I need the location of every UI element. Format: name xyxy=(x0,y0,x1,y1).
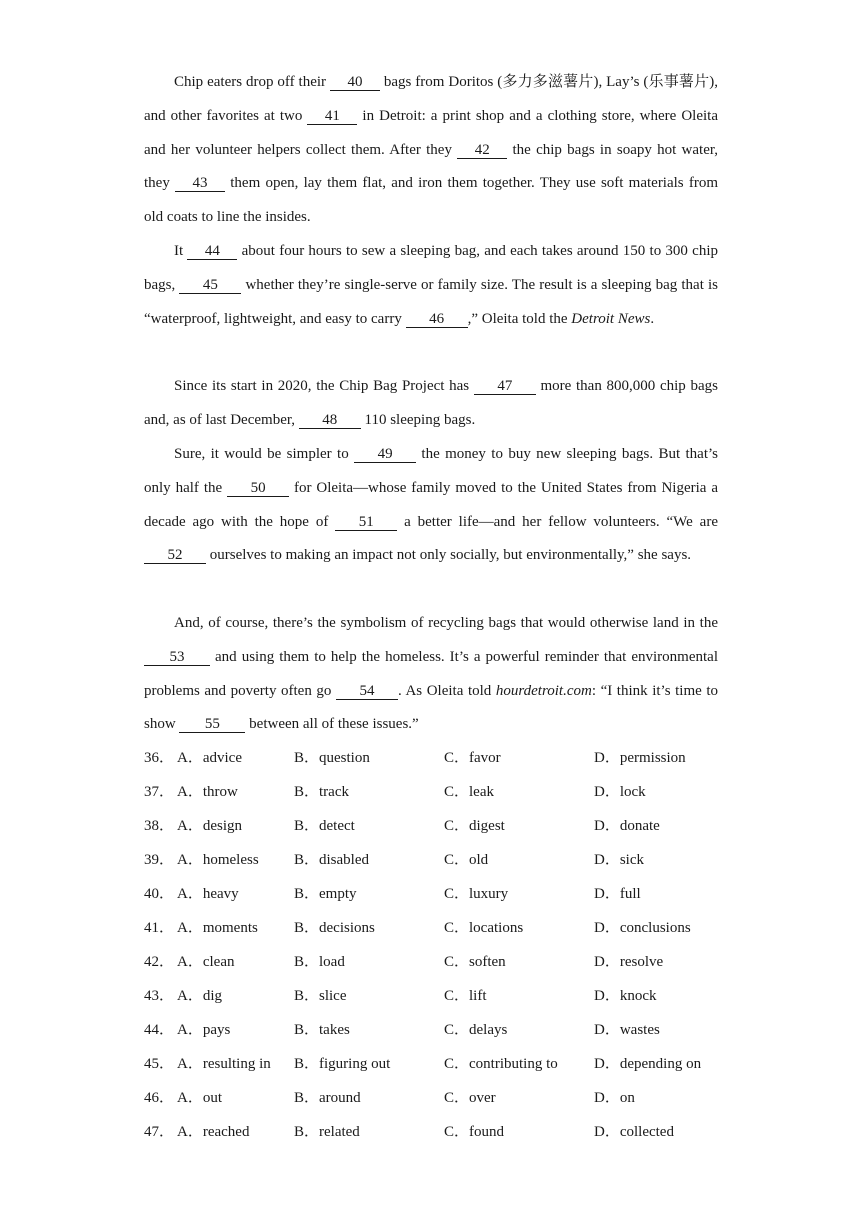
option-b: B．related xyxy=(294,1124,360,1140)
passage-text: ,” Oleita told the xyxy=(467,310,572,327)
option-b: B．figuring out xyxy=(294,1056,391,1072)
option-a: A．heavy xyxy=(177,886,239,902)
passage-paragraph-4 xyxy=(144,438,718,573)
option-d: D．full xyxy=(594,886,641,902)
passage-paragraph-2 xyxy=(144,235,718,336)
blank-48: 48 xyxy=(299,412,361,429)
option-d: D．knock xyxy=(594,988,657,1004)
passage-text: Since its start in 2020, the Chip Bag Project has xyxy=(174,378,474,394)
question-40-options xyxy=(144,877,744,911)
passage-text: them open, lay them flat, and iron them together. They use soft materials from old coats to line the insides. xyxy=(144,175,719,226)
question-number: 37． xyxy=(144,784,175,800)
question-43-options xyxy=(144,979,744,1013)
option-d: D．wastes xyxy=(594,1022,660,1038)
option-c: C．digest xyxy=(444,818,505,834)
option-a: A．pays xyxy=(177,1022,231,1038)
blank-45: 45 xyxy=(179,277,241,294)
option-a: A．reached xyxy=(177,1124,250,1140)
option-a: A．dig xyxy=(177,988,223,1004)
blank-44: 44 xyxy=(187,243,237,260)
option-b: B．slice xyxy=(294,988,347,1004)
question-number: 43． xyxy=(144,988,175,1004)
blank-51: 51 xyxy=(335,514,397,531)
option-b: B．decisions xyxy=(294,920,375,936)
blank-55: 55 xyxy=(179,716,245,733)
passage-text: between all of these issues.” xyxy=(245,716,419,733)
blank-41: 41 xyxy=(307,108,357,125)
blank-43: 43 xyxy=(175,175,225,192)
question-36-options xyxy=(144,741,744,775)
question-44-options xyxy=(144,1013,744,1047)
option-d: D．depending on xyxy=(594,1056,702,1072)
option-b: B．around xyxy=(294,1090,361,1106)
passage-text: whether they’re single-serve or family size. The result is a sleeping bag that is “waterproof, lightweight, and easy to carry xyxy=(144,276,718,327)
option-b: B．track xyxy=(294,784,349,800)
option-c: C．locations xyxy=(444,920,524,936)
passage-text: . xyxy=(650,310,655,327)
question-number: 45． xyxy=(144,1056,175,1072)
option-c: C．leak xyxy=(444,784,494,800)
option-b: B．takes xyxy=(294,1022,350,1038)
question-number: 42． xyxy=(144,954,175,970)
option-c: C．old xyxy=(444,852,489,868)
source-name: hourdetroit.com xyxy=(495,682,592,699)
option-d: D．collected xyxy=(594,1124,674,1140)
passage-paragraph-1 xyxy=(144,66,718,235)
blank-54: 54 xyxy=(336,683,398,700)
option-b: B．disabled xyxy=(294,852,369,868)
passage-text: a better life—and her fellow volunteers. “We are xyxy=(397,513,718,530)
question-number: 41． xyxy=(144,920,175,936)
blank-53: 53 xyxy=(144,649,210,666)
question-46-options xyxy=(144,1081,744,1115)
passage-text: in Detroit: a print shop and a clothing store, where Oleita and her volunteer helpers collect them. After they xyxy=(144,107,718,158)
option-c: C．found xyxy=(444,1124,505,1140)
source-name: Detroit News xyxy=(571,310,651,327)
question-number: 36． xyxy=(144,750,175,766)
passage-text: and using them to help the homeless. It’s a powerful reminder that environmental problems and poverty often go xyxy=(144,648,718,699)
option-b: B．detect xyxy=(294,818,355,834)
question-47-options xyxy=(144,1115,744,1149)
option-c: C．delays xyxy=(444,1022,508,1038)
passage-paragraph-5 xyxy=(144,607,718,742)
option-b: B．empty xyxy=(294,886,357,902)
blank-52: 52 xyxy=(144,547,206,564)
blank-46: 46 xyxy=(406,311,468,328)
passage-text: the chip bags in soapy hot water, they xyxy=(144,141,719,192)
question-39-options xyxy=(144,843,744,877)
question-37-options xyxy=(144,775,744,809)
option-a: A．out xyxy=(177,1090,223,1106)
option-d: D．permission xyxy=(594,750,686,766)
passage-text: about four hours to sew a sleeping bag, and each takes around 150 to 300 chip bags, xyxy=(144,243,718,293)
question-number: 40． xyxy=(144,886,175,902)
option-a: A．advice xyxy=(177,750,242,766)
option-a: A．moments xyxy=(177,920,258,936)
option-a: A．throw xyxy=(177,784,238,800)
option-a: A．clean xyxy=(177,954,235,970)
passage-text: more than 800,000 chip bags and, as of last December, xyxy=(144,378,718,428)
option-c: C．favor xyxy=(444,750,501,766)
option-b: B．question xyxy=(294,750,370,766)
question-number: 47． xyxy=(144,1124,175,1140)
question-42-options xyxy=(144,945,744,979)
option-c: C．soften xyxy=(444,954,506,970)
question-45-options xyxy=(144,1047,744,1081)
passage-text: : “I think it’s time to show xyxy=(144,682,719,733)
question-number: 39． xyxy=(144,852,175,868)
option-d: D．donate xyxy=(594,818,660,834)
option-c: C．over xyxy=(444,1090,496,1106)
passage-text: Chip eaters drop off their xyxy=(174,74,330,90)
option-d: D．sick xyxy=(594,852,644,868)
blank-49: 49 xyxy=(354,446,416,463)
blank-42: 42 xyxy=(457,142,507,159)
blank-40: 40 xyxy=(330,74,380,91)
option-b: B．load xyxy=(294,954,345,970)
question-number: 46． xyxy=(144,1090,175,1106)
passage-text: for Oleita—whose family moved to the United States from Nigeria a decade ago with the hope of xyxy=(144,479,718,530)
passage-text: It xyxy=(174,243,188,259)
passage-paragraph-3 xyxy=(144,370,718,438)
question-41-options xyxy=(144,911,744,945)
passage-text: Sure, it would be simpler to xyxy=(174,446,355,462)
option-a: A．design xyxy=(177,818,242,834)
option-c: C．contributing to xyxy=(444,1056,558,1072)
option-d: D．lock xyxy=(594,784,646,800)
passage-text: bags from Doritos (多力多滋薯片), Lay’s (乐事薯片), and other favorites at two xyxy=(144,74,718,124)
blank-47: 47 xyxy=(474,378,536,395)
option-d: D．on xyxy=(594,1090,635,1106)
option-c: C．luxury xyxy=(444,886,509,902)
passage-text: 110 sleeping bags. xyxy=(360,411,476,428)
option-a: A．homeless xyxy=(177,852,259,868)
passage-text: ourselves to making an impact not only socially, but environmentally,” she says. xyxy=(206,547,692,564)
question-number: 38． xyxy=(144,818,175,834)
question-38-options xyxy=(144,809,744,843)
option-d: D．resolve xyxy=(594,954,664,970)
option-c: C．lift xyxy=(444,988,487,1004)
passage-text: . As Oleita told xyxy=(397,682,496,699)
option-a: A．resulting in xyxy=(177,1056,271,1072)
blank-50: 50 xyxy=(227,480,289,497)
passage-text: the money to buy new sleeping bags. But that’s only half the xyxy=(144,446,718,496)
question-number: 44． xyxy=(144,1022,175,1038)
passage-text: And, of course, there’s the symbolism of recycling bags that would otherwise land in the xyxy=(174,615,718,631)
option-d: D．conclusions xyxy=(594,920,691,936)
